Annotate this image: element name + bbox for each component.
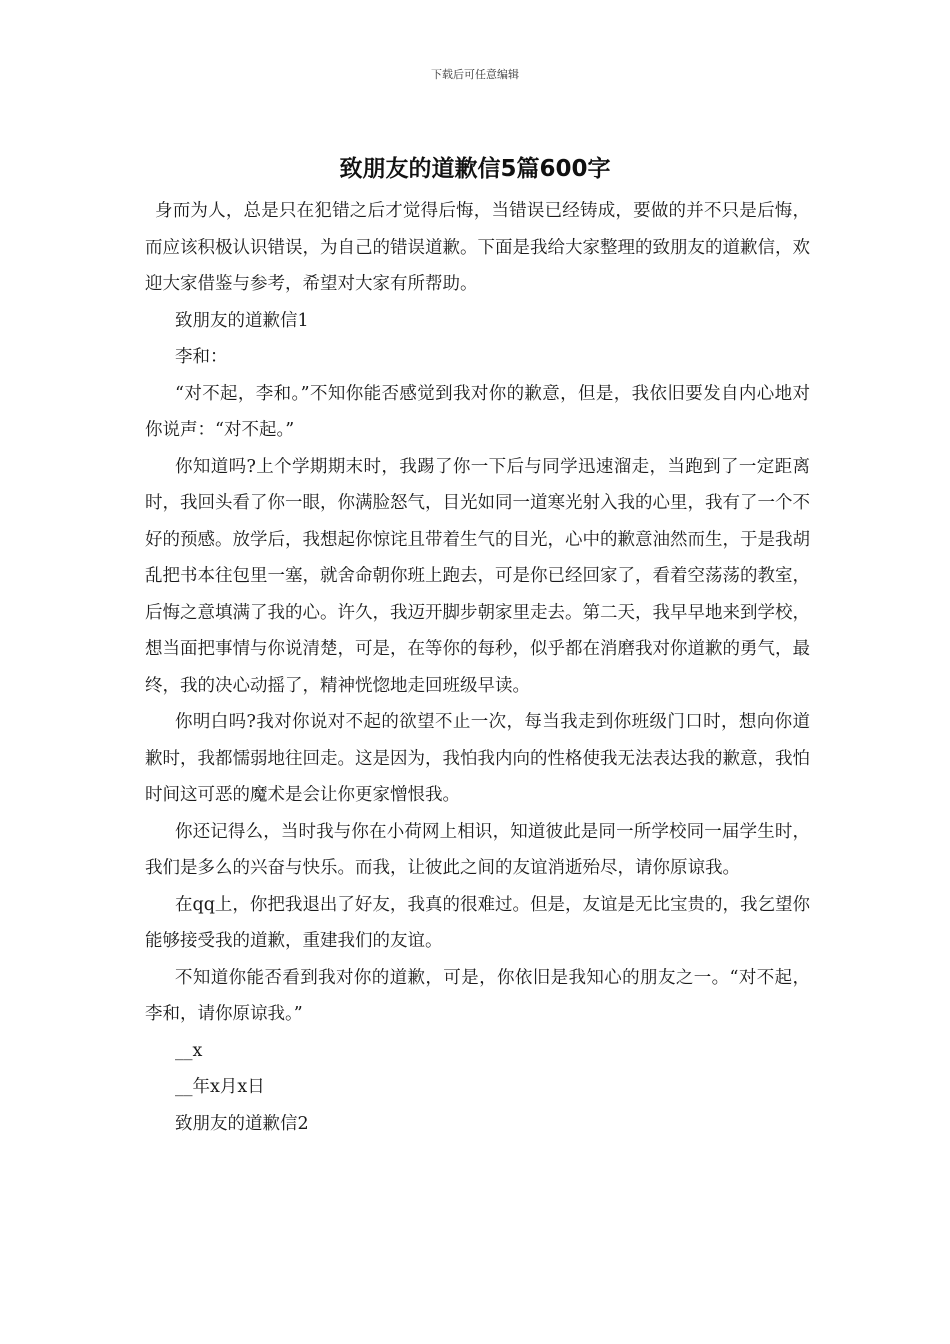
document-body [145, 193, 810, 1142]
body-paragraph: 在qq上，你把我退出了好友，我真的很难过。但是，友谊是无比宝贵的，我乞望你能够接受我的道歉，重建我们的友谊。 [145, 894, 810, 951]
body-paragraph: 你还记得么，当时我与你在小荷网上相识，知道彼此是同一所学校同一届学生时，我们是多么的兴奋与快乐。而我，让彼此之间的友谊消逝殆尽，请你原谅我。 [145, 821, 810, 878]
body-paragraph: 你知道吗?上个学期期末时，我踢了你一下后与同学迅速溜走，当跑到了一定距离时，我回头看了你一眼，你满脸怒气，目光如同一道寒光射入我的心里，我有了一个不好的预感。放学后，我想起你惊诧且带着生气的目光，心中的歉意油然而生，于是我胡乱把书本往包里一塞，就舍命朝你班上跑去，可是你已经回家了，看着空荡荡的教室，后悔之意填满了我的心。许久，我迈开脚步朝家里走去。第二天，我早早地来到学校，想当面把事情与你说清楚，可是，在等你的每秒，似乎都在消磨我对你道歉的勇气，最终，我的决心动摇了，精神恍惚地走回班级早读。 [145, 456, 810, 696]
document-title: 致朋友的道歉信5篇600字 [339, 156, 611, 182]
signature-line: __x [175, 1040, 203, 1061]
body-paragraph: “对不起，李和。”不知你能否感觉到我对你的歉意，但是，我依旧要发自内心地对你说声：“对不起。” [145, 383, 810, 440]
intro-paragraph: 身而为人，总是只在犯错之后才觉得后悔，当错误已经铸成，要做的并不只是后悔，而应该积极认识错误，为自己的错误道歉。下面是我给大家整理的致朋友的道歉信，欢迎大家借鉴与参考，希望对大家有所帮助。 [145, 201, 810, 294]
date-line: __年x月x日 [175, 1077, 265, 1097]
body-paragraph: 不知道你能否看到我对你的道歉，可是，你依旧是我知心的朋友之一。“对不起，李和，请你原谅我。” [145, 967, 810, 1024]
body-paragraph: 你明白吗?我对你说对不起的欲望不止一次，每当我走到你班级门口时，想向你道歉时，我都懦弱地往回走。这是因为，我怕我内向的性格使我无法表达我的歉意，我怕时间这可恶的魔术是会让你更家憎恨我。 [145, 712, 810, 805]
section-heading: 致朋友的道歉信2 [175, 1113, 309, 1134]
page-header-note: 下载后可任意编辑 [431, 68, 519, 81]
section-heading: 致朋友的道歉信1 [175, 310, 309, 331]
salutation: 李和： [175, 347, 228, 367]
